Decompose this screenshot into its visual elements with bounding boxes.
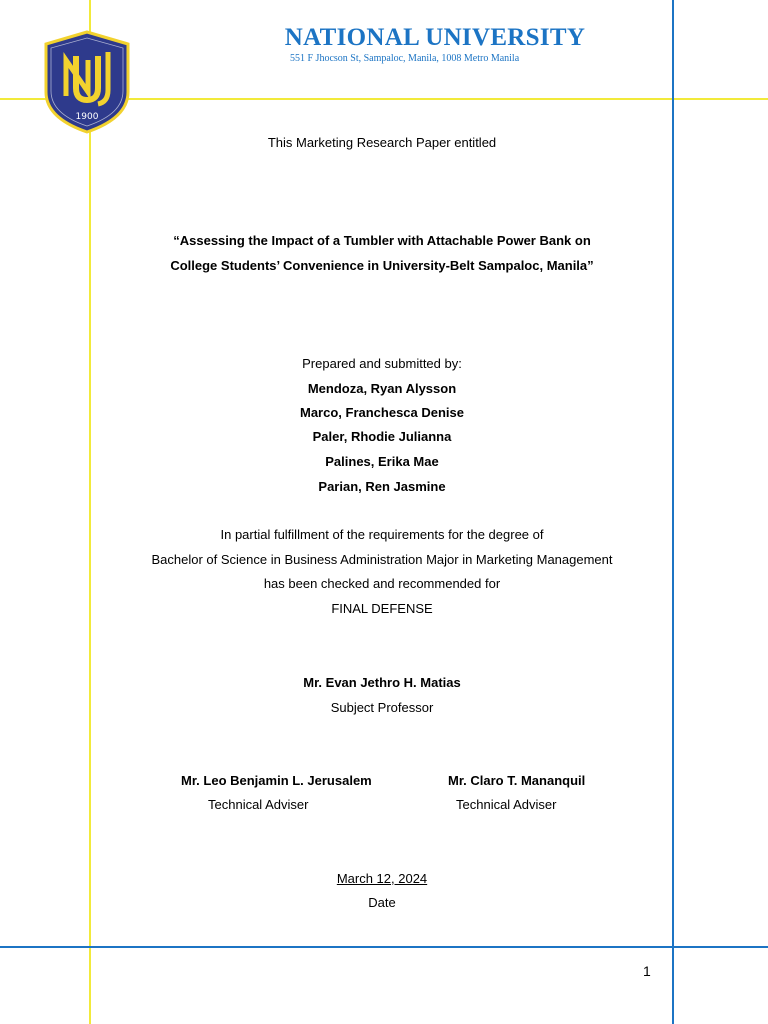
svg-text:1900: 1900 (75, 112, 99, 122)
paper-title-line-2: College Students’ Convenience in University-Belt Sampaloc, Manila” (170, 258, 594, 273)
intro-line: This Marketing Research Paper entitled (267, 135, 497, 150)
prepared-by-label: Prepared and submitted by: (302, 356, 462, 371)
degree-line: Bachelor of Science in Business Administration Major in Marketing Management (151, 552, 613, 567)
adviser-role: Technical Adviser (208, 797, 309, 812)
adviser-role: Technical Adviser (456, 797, 557, 812)
page-number: 1 (643, 963, 651, 979)
author-name: Marco, Franchesca Denise (299, 405, 465, 420)
author-name: Paler, Rhodie Julianna (312, 429, 452, 444)
final-defense-line: FINAL DEFENSE (331, 601, 433, 616)
professor-role: Subject Professor (330, 700, 434, 715)
university-name: NATIONAL UNIVERSITY (284, 24, 586, 51)
adviser-name: Mr. Claro T. Mananquil (448, 773, 586, 788)
paper-title-line-1: “Assessing the Impact of a Tumbler with Attachable Power Bank on (173, 233, 591, 248)
author-name: Mendoza, Ryan Alysson (307, 381, 457, 396)
date-label: Date (368, 895, 396, 910)
date-value: March 12, 2024 (336, 871, 428, 886)
bottom-margin-guide (0, 946, 768, 948)
university-address: 551 F Jhocson St, Sampaloc, Manila, 1008 Metro Manila (290, 53, 520, 64)
author-name: Palines, Erika Mae (325, 454, 439, 469)
fulfillment-line: In partial fulfillment of the requirements for the degree of (220, 527, 544, 542)
professor-name: Mr. Evan Jethro H. Matias (303, 675, 461, 690)
adviser-name: Mr. Leo Benjamin L. Jerusalem (181, 773, 372, 788)
author-name: Parian, Ren Jasmine (318, 479, 446, 494)
recommendation-line: has been checked and recommended for (263, 576, 501, 591)
university-logo (40, 30, 134, 134)
